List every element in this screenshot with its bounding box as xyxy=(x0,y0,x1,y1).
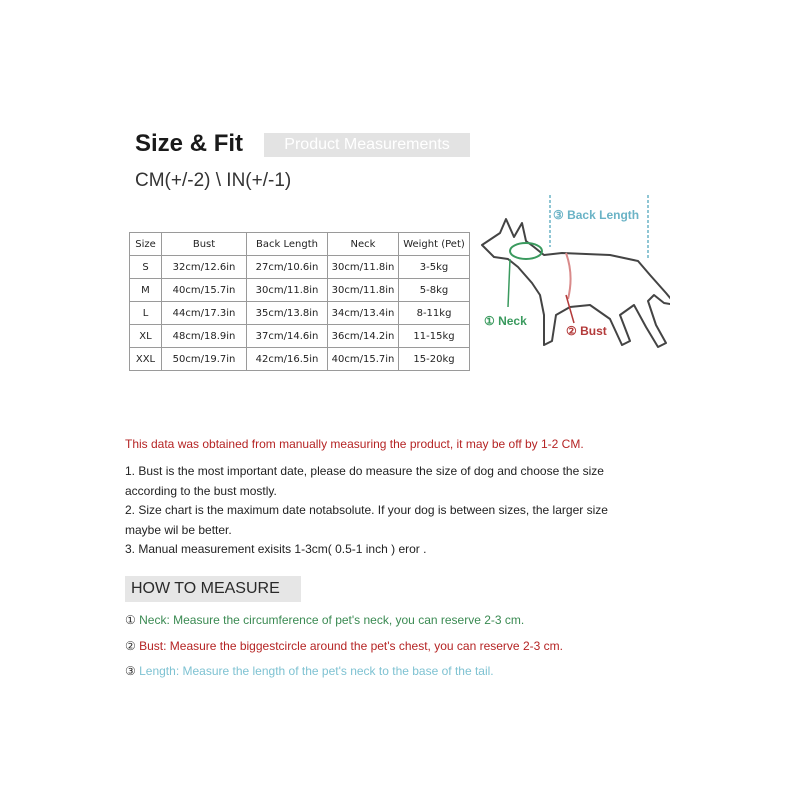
cell-size: XXL xyxy=(130,348,162,371)
step-number: ③ xyxy=(125,664,136,678)
cell-back-length: 35cm/13.8in xyxy=(247,302,328,325)
neck-marker xyxy=(510,243,542,259)
table-header-row xyxy=(130,233,470,256)
table-row xyxy=(130,256,470,279)
bust-label: ② Bust xyxy=(566,324,607,338)
cell-size: L xyxy=(130,302,162,325)
measure-step-neck xyxy=(125,613,524,627)
cell-neck: 40cm/15.7in xyxy=(328,348,399,371)
cell-weight: 8-11kg xyxy=(399,302,470,325)
header-weight: Weight (Pet) xyxy=(399,233,470,256)
cell-neck: 30cm/11.8in xyxy=(328,256,399,279)
cell-back-length: 27cm/10.6in xyxy=(247,256,328,279)
header-back-length: Back Length xyxy=(247,233,328,256)
size-table xyxy=(129,232,470,371)
header-size: Size xyxy=(130,233,162,256)
cell-neck: 36cm/14.2in xyxy=(328,325,399,348)
cell-back-length: 37cm/14.6in xyxy=(247,325,328,348)
cell-bust: 44cm/17.3in xyxy=(162,302,247,325)
notes-list xyxy=(125,462,645,560)
cell-size: M xyxy=(130,279,162,302)
table-row xyxy=(130,348,470,371)
step-text: Bust: Measure the biggestcircle around the pet's chest, you can reserve 2-3 cm. xyxy=(139,639,563,653)
table-row xyxy=(130,279,470,302)
cell-weight: 15-20kg xyxy=(399,348,470,371)
cell-neck: 30cm/11.8in xyxy=(328,279,399,302)
cell-weight: 11-15kg xyxy=(399,325,470,348)
table-row xyxy=(130,302,470,325)
step-text: Neck: Measure the circumference of pet's neck, you can reserve 2-3 cm. xyxy=(139,613,525,627)
measurements-tag: Product Measurements xyxy=(264,133,470,157)
units-label: CM(+/-2) \ IN(+/-1) xyxy=(135,170,292,191)
cell-back-length: 30cm/11.8in xyxy=(247,279,328,302)
step-number: ② xyxy=(125,639,136,653)
note-item: 2. Size chart is the maximum date notabsolute. If your dog is between sizes, the larger size maybe wil be better. xyxy=(125,503,608,537)
page-title: Size & Fit xyxy=(135,130,244,157)
cell-back-length: 42cm/16.5in xyxy=(247,348,328,371)
cell-neck: 34cm/13.4in xyxy=(328,302,399,325)
cell-bust: 48cm/18.9in xyxy=(162,325,247,348)
cell-weight: 3-5kg xyxy=(399,256,470,279)
note-item: 3. Manual measurement exisits 1-3cm( 0.5-1 inch ) eror . xyxy=(125,542,427,556)
back-length-label: ③ Back Length xyxy=(553,208,640,222)
cell-size: S xyxy=(130,256,162,279)
step-number: ① xyxy=(125,613,136,627)
header-bust: Bust xyxy=(162,233,247,256)
accuracy-warning: This data was obtained from manually measuring the product, it may be off by 1-2 CM. xyxy=(125,437,584,451)
measure-step-length xyxy=(125,664,494,678)
cell-bust: 40cm/15.7in xyxy=(162,279,247,302)
note-item: 1. Bust is the most important date, please do measure the size of dog and choose the size according to the bust mostly. xyxy=(125,464,604,498)
table-row xyxy=(130,325,470,348)
how-to-measure-heading: HOW TO MEASURE xyxy=(125,576,301,602)
cell-size: XL xyxy=(130,325,162,348)
measure-step-bust xyxy=(125,639,563,653)
header-neck: Neck xyxy=(328,233,399,256)
cell-bust: 32cm/12.6in xyxy=(162,256,247,279)
neck-pointer xyxy=(508,259,510,307)
bust-marker xyxy=(566,253,571,299)
step-text: Length: Measure the length of the pet's neck to the base of the tail. xyxy=(139,664,494,678)
cell-weight: 5-8kg xyxy=(399,279,470,302)
neck-label: ① Neck xyxy=(484,314,527,328)
cell-bust: 50cm/19.7in xyxy=(162,348,247,371)
